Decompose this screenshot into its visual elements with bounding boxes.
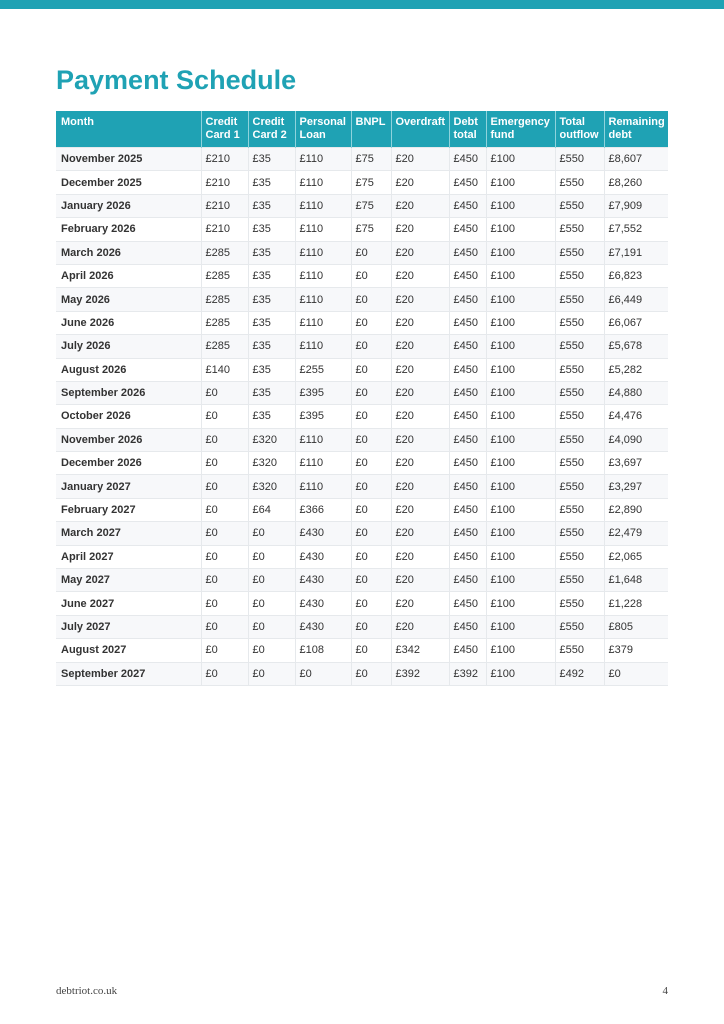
amount-cell: £20 bbox=[391, 569, 449, 592]
month-cell: February 2026 bbox=[56, 218, 201, 241]
amount-cell: £35 bbox=[248, 311, 295, 334]
amount-cell: £450 bbox=[449, 171, 486, 194]
amount-cell: £20 bbox=[391, 592, 449, 615]
top-accent-bar bbox=[0, 0, 724, 9]
amount-cell: £35 bbox=[248, 194, 295, 217]
amount-cell: £35 bbox=[248, 148, 295, 171]
amount-cell: £430 bbox=[295, 545, 351, 568]
amount-cell: £0 bbox=[201, 615, 248, 638]
amount-cell: £20 bbox=[391, 615, 449, 638]
payment-schedule-table bbox=[56, 111, 668, 686]
amount-cell: £0 bbox=[201, 428, 248, 451]
amount-cell: £0 bbox=[351, 545, 391, 568]
amount-cell: £1,648 bbox=[604, 569, 668, 592]
amount-cell: £100 bbox=[486, 639, 555, 662]
header-row bbox=[56, 111, 668, 148]
amount-cell: £550 bbox=[555, 522, 604, 545]
table-row bbox=[56, 452, 668, 475]
amount-cell: £100 bbox=[486, 498, 555, 521]
amount-cell: £285 bbox=[201, 335, 248, 358]
table-row bbox=[56, 241, 668, 264]
amount-cell: £0 bbox=[248, 569, 295, 592]
column-header: Credit Card 2 bbox=[248, 111, 295, 148]
amount-cell: £0 bbox=[201, 592, 248, 615]
amount-cell: £100 bbox=[486, 148, 555, 171]
amount-cell: £450 bbox=[449, 311, 486, 334]
amount-cell: £0 bbox=[351, 522, 391, 545]
amount-cell: £0 bbox=[248, 615, 295, 638]
amount-cell: £492 bbox=[555, 662, 604, 685]
month-cell: August 2026 bbox=[56, 358, 201, 381]
amount-cell: £7,909 bbox=[604, 194, 668, 217]
amount-cell: £7,552 bbox=[604, 218, 668, 241]
amount-cell: £450 bbox=[449, 264, 486, 287]
month-cell: June 2026 bbox=[56, 311, 201, 334]
amount-cell: £0 bbox=[351, 615, 391, 638]
table-body bbox=[56, 148, 668, 686]
amount-cell: £2,479 bbox=[604, 522, 668, 545]
column-header: Total outflow bbox=[555, 111, 604, 148]
table-row bbox=[56, 592, 668, 615]
amount-cell: £0 bbox=[248, 592, 295, 615]
amount-cell: £6,449 bbox=[604, 288, 668, 311]
amount-cell: £20 bbox=[391, 522, 449, 545]
amount-cell: £450 bbox=[449, 241, 486, 264]
amount-cell: £550 bbox=[555, 264, 604, 287]
table-row bbox=[56, 335, 668, 358]
month-cell: March 2026 bbox=[56, 241, 201, 264]
amount-cell: £255 bbox=[295, 358, 351, 381]
amount-cell: £0 bbox=[604, 662, 668, 685]
amount-cell: £20 bbox=[391, 148, 449, 171]
amount-cell: £20 bbox=[391, 428, 449, 451]
month-cell: July 2027 bbox=[56, 615, 201, 638]
amount-cell: £0 bbox=[201, 522, 248, 545]
amount-cell: £20 bbox=[391, 405, 449, 428]
amount-cell: £100 bbox=[486, 358, 555, 381]
amount-cell: £320 bbox=[248, 475, 295, 498]
amount-cell: £550 bbox=[555, 498, 604, 521]
amount-cell: £20 bbox=[391, 241, 449, 264]
table-row bbox=[56, 522, 668, 545]
table-row bbox=[56, 381, 668, 404]
amount-cell: £100 bbox=[486, 241, 555, 264]
amount-cell: £0 bbox=[248, 522, 295, 545]
amount-cell: £550 bbox=[555, 452, 604, 475]
table-row bbox=[56, 662, 668, 685]
amount-cell: £20 bbox=[391, 194, 449, 217]
amount-cell: £550 bbox=[555, 615, 604, 638]
amount-cell: £0 bbox=[248, 639, 295, 662]
amount-cell: £0 bbox=[351, 358, 391, 381]
amount-cell: £35 bbox=[248, 241, 295, 264]
amount-cell: £100 bbox=[486, 194, 555, 217]
amount-cell: £0 bbox=[201, 498, 248, 521]
month-cell: October 2026 bbox=[56, 405, 201, 428]
footer-site: debtriot.co.uk bbox=[56, 985, 118, 997]
table-row bbox=[56, 405, 668, 428]
amount-cell: £285 bbox=[201, 311, 248, 334]
amount-cell: £6,067 bbox=[604, 311, 668, 334]
amount-cell: £110 bbox=[295, 171, 351, 194]
amount-cell: £110 bbox=[295, 264, 351, 287]
amount-cell: £5,678 bbox=[604, 335, 668, 358]
amount-cell: £210 bbox=[201, 194, 248, 217]
table-row bbox=[56, 428, 668, 451]
amount-cell: £100 bbox=[486, 452, 555, 475]
amount-cell: £366 bbox=[295, 498, 351, 521]
amount-cell: £450 bbox=[449, 428, 486, 451]
amount-cell: £100 bbox=[486, 428, 555, 451]
column-header: Month bbox=[56, 111, 201, 148]
amount-cell: £430 bbox=[295, 592, 351, 615]
amount-cell: £430 bbox=[295, 569, 351, 592]
column-header: Personal Loan bbox=[295, 111, 351, 148]
table-row bbox=[56, 639, 668, 662]
amount-cell: £285 bbox=[201, 264, 248, 287]
footer-page-number: 4 bbox=[662, 985, 668, 997]
amount-cell: £140 bbox=[201, 358, 248, 381]
page-title: Payment Schedule bbox=[56, 65, 297, 95]
amount-cell: £550 bbox=[555, 218, 604, 241]
table-row bbox=[56, 545, 668, 568]
amount-cell: £430 bbox=[295, 522, 351, 545]
amount-cell: £392 bbox=[391, 662, 449, 685]
month-cell: December 2026 bbox=[56, 452, 201, 475]
amount-cell: £100 bbox=[486, 171, 555, 194]
amount-cell: £0 bbox=[351, 264, 391, 287]
amount-cell: £550 bbox=[555, 405, 604, 428]
month-cell: April 2026 bbox=[56, 264, 201, 287]
amount-cell: £20 bbox=[391, 264, 449, 287]
table-row bbox=[56, 218, 668, 241]
amount-cell: £395 bbox=[295, 381, 351, 404]
amount-cell: £110 bbox=[295, 148, 351, 171]
table-row bbox=[56, 498, 668, 521]
amount-cell: £450 bbox=[449, 148, 486, 171]
column-header: Credit Card 1 bbox=[201, 111, 248, 148]
month-cell: February 2027 bbox=[56, 498, 201, 521]
amount-cell: £7,191 bbox=[604, 241, 668, 264]
amount-cell: £5,282 bbox=[604, 358, 668, 381]
amount-cell: £100 bbox=[486, 545, 555, 568]
amount-cell: £450 bbox=[449, 218, 486, 241]
column-header: Overdraft bbox=[391, 111, 449, 148]
amount-cell: £4,090 bbox=[604, 428, 668, 451]
amount-cell: £210 bbox=[201, 218, 248, 241]
amount-cell: £450 bbox=[449, 592, 486, 615]
amount-cell: £550 bbox=[555, 381, 604, 404]
amount-cell: £35 bbox=[248, 288, 295, 311]
amount-cell: £550 bbox=[555, 335, 604, 358]
month-cell: July 2026 bbox=[56, 335, 201, 358]
amount-cell: £20 bbox=[391, 171, 449, 194]
amount-cell: £100 bbox=[486, 288, 555, 311]
amount-cell: £75 bbox=[351, 218, 391, 241]
amount-cell: £4,880 bbox=[604, 381, 668, 404]
amount-cell: £210 bbox=[201, 171, 248, 194]
amount-cell: £110 bbox=[295, 241, 351, 264]
amount-cell: £0 bbox=[351, 639, 391, 662]
amount-cell: £4,476 bbox=[604, 405, 668, 428]
amount-cell: £0 bbox=[201, 662, 248, 685]
amount-cell: £450 bbox=[449, 639, 486, 662]
column-header: BNPL bbox=[351, 111, 391, 148]
amount-cell: £20 bbox=[391, 475, 449, 498]
amount-cell: £550 bbox=[555, 569, 604, 592]
table-row bbox=[56, 194, 668, 217]
amount-cell: £20 bbox=[391, 545, 449, 568]
amount-cell: £2,065 bbox=[604, 545, 668, 568]
amount-cell: £550 bbox=[555, 358, 604, 381]
amount-cell: £0 bbox=[201, 405, 248, 428]
month-cell: May 2027 bbox=[56, 569, 201, 592]
amount-cell: £100 bbox=[486, 615, 555, 638]
amount-cell: £108 bbox=[295, 639, 351, 662]
month-cell: August 2027 bbox=[56, 639, 201, 662]
amount-cell: £110 bbox=[295, 218, 351, 241]
amount-cell: £450 bbox=[449, 452, 486, 475]
amount-cell: £320 bbox=[248, 452, 295, 475]
month-cell: November 2026 bbox=[56, 428, 201, 451]
amount-cell: £100 bbox=[486, 569, 555, 592]
amount-cell: £0 bbox=[351, 452, 391, 475]
amount-cell: £0 bbox=[201, 545, 248, 568]
month-cell: January 2026 bbox=[56, 194, 201, 217]
amount-cell: £0 bbox=[351, 498, 391, 521]
amount-cell: £0 bbox=[295, 662, 351, 685]
amount-cell: £35 bbox=[248, 218, 295, 241]
month-cell: May 2026 bbox=[56, 288, 201, 311]
table-row bbox=[56, 264, 668, 287]
amount-cell: £35 bbox=[248, 358, 295, 381]
amount-cell: £110 bbox=[295, 428, 351, 451]
amount-cell: £0 bbox=[201, 569, 248, 592]
amount-cell: £0 bbox=[351, 662, 391, 685]
amount-cell: £450 bbox=[449, 545, 486, 568]
amount-cell: £550 bbox=[555, 639, 604, 662]
amount-cell: £35 bbox=[248, 381, 295, 404]
amount-cell: £100 bbox=[486, 311, 555, 334]
month-cell: December 2025 bbox=[56, 171, 201, 194]
amount-cell: £395 bbox=[295, 405, 351, 428]
amount-cell: £100 bbox=[486, 475, 555, 498]
month-cell: November 2025 bbox=[56, 148, 201, 171]
amount-cell: £20 bbox=[391, 358, 449, 381]
amount-cell: £20 bbox=[391, 452, 449, 475]
amount-cell: £0 bbox=[351, 241, 391, 264]
table-row bbox=[56, 171, 668, 194]
amount-cell: £550 bbox=[555, 545, 604, 568]
amount-cell: £0 bbox=[248, 545, 295, 568]
amount-cell: £392 bbox=[449, 662, 486, 685]
column-header: Emergency fund bbox=[486, 111, 555, 148]
amount-cell: £75 bbox=[351, 194, 391, 217]
amount-cell: £100 bbox=[486, 218, 555, 241]
amount-cell: £379 bbox=[604, 639, 668, 662]
month-cell: September 2027 bbox=[56, 662, 201, 685]
amount-cell: £0 bbox=[351, 428, 391, 451]
table-row bbox=[56, 288, 668, 311]
amount-cell: £110 bbox=[295, 288, 351, 311]
amount-cell: £0 bbox=[351, 311, 391, 334]
amount-cell: £0 bbox=[201, 452, 248, 475]
amount-cell: £450 bbox=[449, 522, 486, 545]
amount-cell: £320 bbox=[248, 428, 295, 451]
amount-cell: £20 bbox=[391, 288, 449, 311]
amount-cell: £110 bbox=[295, 452, 351, 475]
amount-cell: £550 bbox=[555, 288, 604, 311]
amount-cell: £0 bbox=[351, 335, 391, 358]
amount-cell: £342 bbox=[391, 639, 449, 662]
amount-cell: £550 bbox=[555, 171, 604, 194]
table-row bbox=[56, 311, 668, 334]
amount-cell: £550 bbox=[555, 428, 604, 451]
amount-cell: £450 bbox=[449, 335, 486, 358]
amount-cell: £0 bbox=[351, 475, 391, 498]
amount-cell: £0 bbox=[201, 475, 248, 498]
table-row bbox=[56, 615, 668, 638]
table-row bbox=[56, 148, 668, 171]
amount-cell: £430 bbox=[295, 615, 351, 638]
month-cell: April 2027 bbox=[56, 545, 201, 568]
amount-cell: £100 bbox=[486, 264, 555, 287]
table-row bbox=[56, 358, 668, 381]
column-header: Debt total bbox=[449, 111, 486, 148]
amount-cell: £450 bbox=[449, 381, 486, 404]
amount-cell: £805 bbox=[604, 615, 668, 638]
amount-cell: £100 bbox=[486, 592, 555, 615]
amount-cell: £450 bbox=[449, 288, 486, 311]
amount-cell: £8,607 bbox=[604, 148, 668, 171]
column-header: Remaining debt bbox=[604, 111, 668, 148]
amount-cell: £550 bbox=[555, 148, 604, 171]
amount-cell: £20 bbox=[391, 311, 449, 334]
month-cell: June 2027 bbox=[56, 592, 201, 615]
month-cell: January 2027 bbox=[56, 475, 201, 498]
amount-cell: £20 bbox=[391, 335, 449, 358]
amount-cell: £550 bbox=[555, 311, 604, 334]
amount-cell: £3,697 bbox=[604, 452, 668, 475]
amount-cell: £75 bbox=[351, 148, 391, 171]
amount-cell: £20 bbox=[391, 381, 449, 404]
amount-cell: £110 bbox=[295, 311, 351, 334]
amount-cell: £100 bbox=[486, 405, 555, 428]
amount-cell: £0 bbox=[201, 639, 248, 662]
amount-cell: £3,297 bbox=[604, 475, 668, 498]
amount-cell: £450 bbox=[449, 405, 486, 428]
amount-cell: £450 bbox=[449, 569, 486, 592]
amount-cell: £100 bbox=[486, 522, 555, 545]
amount-cell: £450 bbox=[449, 358, 486, 381]
amount-cell: £550 bbox=[555, 241, 604, 264]
amount-cell: £0 bbox=[351, 569, 391, 592]
amount-cell: £100 bbox=[486, 335, 555, 358]
amount-cell: £0 bbox=[351, 405, 391, 428]
amount-cell: £0 bbox=[351, 288, 391, 311]
amount-cell: £35 bbox=[248, 335, 295, 358]
amount-cell: £0 bbox=[351, 381, 391, 404]
amount-cell: £550 bbox=[555, 194, 604, 217]
amount-cell: £35 bbox=[248, 171, 295, 194]
amount-cell: £2,890 bbox=[604, 498, 668, 521]
amount-cell: £110 bbox=[295, 194, 351, 217]
amount-cell: £35 bbox=[248, 405, 295, 428]
amount-cell: £285 bbox=[201, 288, 248, 311]
amount-cell: £550 bbox=[555, 592, 604, 615]
amount-cell: £110 bbox=[295, 335, 351, 358]
table-row bbox=[56, 475, 668, 498]
month-cell: March 2027 bbox=[56, 522, 201, 545]
amount-cell: £450 bbox=[449, 498, 486, 521]
amount-cell: £0 bbox=[248, 662, 295, 685]
amount-cell: £450 bbox=[449, 194, 486, 217]
amount-cell: £450 bbox=[449, 615, 486, 638]
amount-cell: £1,228 bbox=[604, 592, 668, 615]
amount-cell: £450 bbox=[449, 475, 486, 498]
amount-cell: £64 bbox=[248, 498, 295, 521]
amount-cell: £550 bbox=[555, 475, 604, 498]
amount-cell: £6,823 bbox=[604, 264, 668, 287]
table-header bbox=[56, 111, 668, 148]
amount-cell: £75 bbox=[351, 171, 391, 194]
amount-cell: £285 bbox=[201, 241, 248, 264]
amount-cell: £20 bbox=[391, 218, 449, 241]
amount-cell: £0 bbox=[201, 381, 248, 404]
amount-cell: £20 bbox=[391, 498, 449, 521]
amount-cell: £8,260 bbox=[604, 171, 668, 194]
amount-cell: £100 bbox=[486, 662, 555, 685]
amount-cell: £110 bbox=[295, 475, 351, 498]
month-cell: September 2026 bbox=[56, 381, 201, 404]
amount-cell: £100 bbox=[486, 381, 555, 404]
amount-cell: £0 bbox=[351, 592, 391, 615]
amount-cell: £210 bbox=[201, 148, 248, 171]
table-row bbox=[56, 569, 668, 592]
amount-cell: £35 bbox=[248, 264, 295, 287]
